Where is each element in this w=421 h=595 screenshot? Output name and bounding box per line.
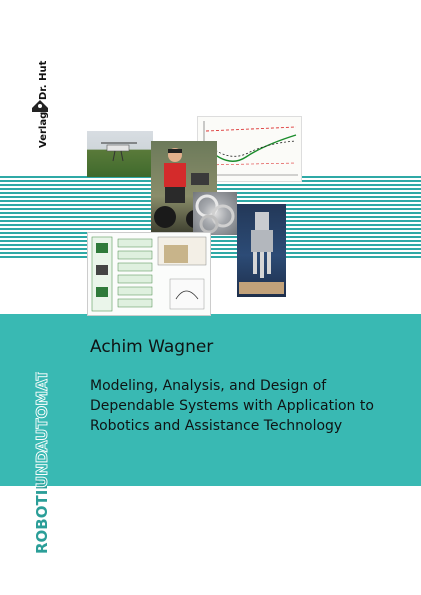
field-robot-photo xyxy=(87,131,153,177)
publisher-logo xyxy=(28,60,52,150)
series-word-robotik: ROBOTIK xyxy=(33,478,51,554)
publisher-drhut-text: Dr. Hut xyxy=(38,60,49,100)
series-label-svg xyxy=(25,372,55,562)
robot-hand-photo xyxy=(237,204,286,297)
book-title xyxy=(90,376,410,436)
hut-logo-icon xyxy=(32,100,48,112)
series-word-automation: AUTOMATION xyxy=(33,372,51,452)
publisher-verlag-text: Verlag xyxy=(38,111,49,148)
robot-joints-photo xyxy=(193,192,237,235)
publisher-logo-svg xyxy=(28,60,52,150)
control-block-diagram-figure xyxy=(87,232,211,316)
author-name: Achim Wagner xyxy=(90,337,214,357)
series-word-und: UND xyxy=(33,450,51,488)
series-label xyxy=(25,372,55,562)
book-title-line-3: Robotics and Assistance Technology xyxy=(90,418,343,434)
book-title-line-1: Modeling, Analysis, and Design of xyxy=(90,378,327,394)
book-title-line-2: Dependable Systems with Application to xyxy=(90,398,374,414)
